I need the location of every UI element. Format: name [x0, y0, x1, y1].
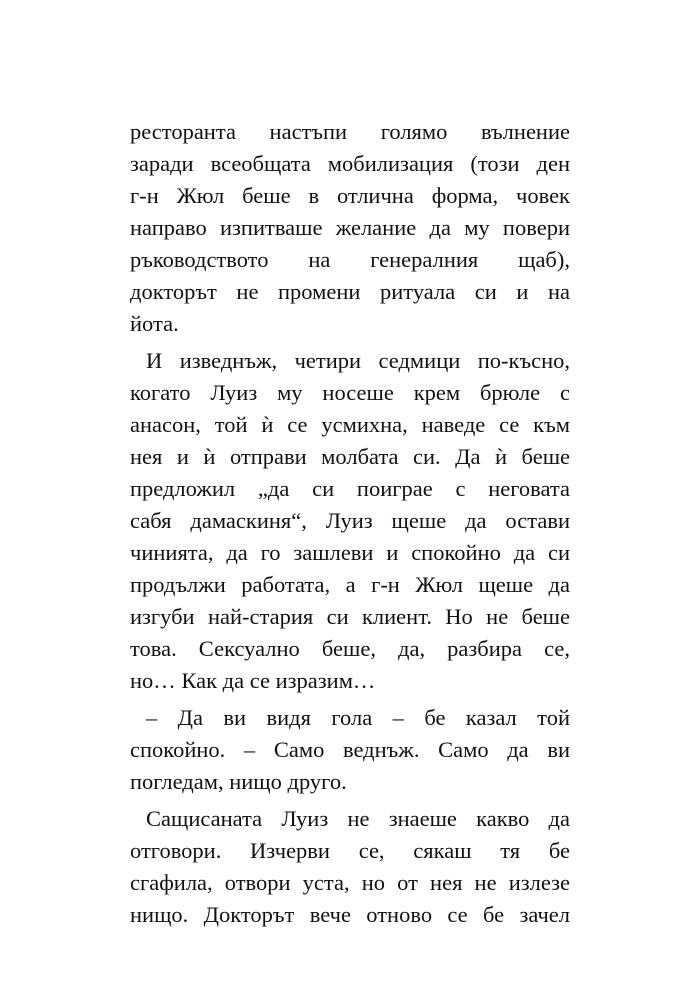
text-line: ресторанта настъпи голямо вълнение — [130, 119, 570, 144]
paragraph — [130, 116, 570, 340]
text-line: нея и ѝ отправи молбата си. Да ѝ беше — [130, 444, 570, 469]
text-line: продължи работата, а г-н Жюл щеше да — [130, 572, 570, 597]
text-line: – Да ви видя гола – бе казал той — [146, 705, 570, 730]
text-line: анасон, той ѝ се усмихна, наведе се към — [130, 412, 570, 437]
text-line: погледам, нищо друго. — [130, 769, 347, 794]
text-line: чинията, да го зашлеви и спокойно да си — [130, 540, 570, 565]
text-line: И изведнъж, четири седмици по-късно, — [146, 348, 570, 373]
text-line: предложил „да си поиграе с неговата — [130, 476, 570, 501]
text-line: направо изпитваше желание да му повери — [130, 215, 570, 240]
paragraph — [130, 702, 570, 798]
text-line: но… Как да се изразим… — [130, 668, 376, 693]
body-text — [130, 116, 570, 931]
text-line: изгуби най-стария си клиент. Но не беше — [130, 604, 570, 629]
text-line: нищо. Докторът вече отново се бе зачел — [130, 902, 570, 927]
paragraph — [130, 803, 570, 931]
text-line: сабя дамаскиня“, Луиз щеше да остави — [130, 508, 570, 533]
text-line: сгафила, отвори уста, но от нея не излезе — [130, 870, 570, 895]
text-line: Сащисаната Луиз не знаеше какво да — [146, 806, 570, 831]
text-line: когато Луиз му носеше крем брюле с — [130, 380, 570, 405]
text-line: отговори. Изчерви се, сякаш тя бе — [130, 838, 570, 863]
text-line: г-н Жюл беше в отлична форма, човек — [130, 183, 570, 208]
text-line: докторът не промени ритуала си и на — [130, 279, 570, 304]
text-line: йота. — [130, 311, 179, 336]
text-line: ръководството на генералния щаб), — [130, 247, 570, 272]
text-line: това. Сексуално беше, да, разбира се, — [130, 636, 570, 661]
paragraph — [130, 345, 570, 697]
text-line: спокойно. – Само веднъж. Само да ви — [130, 737, 570, 762]
text-line: заради всеобщата мобилизация (този ден — [130, 151, 570, 176]
